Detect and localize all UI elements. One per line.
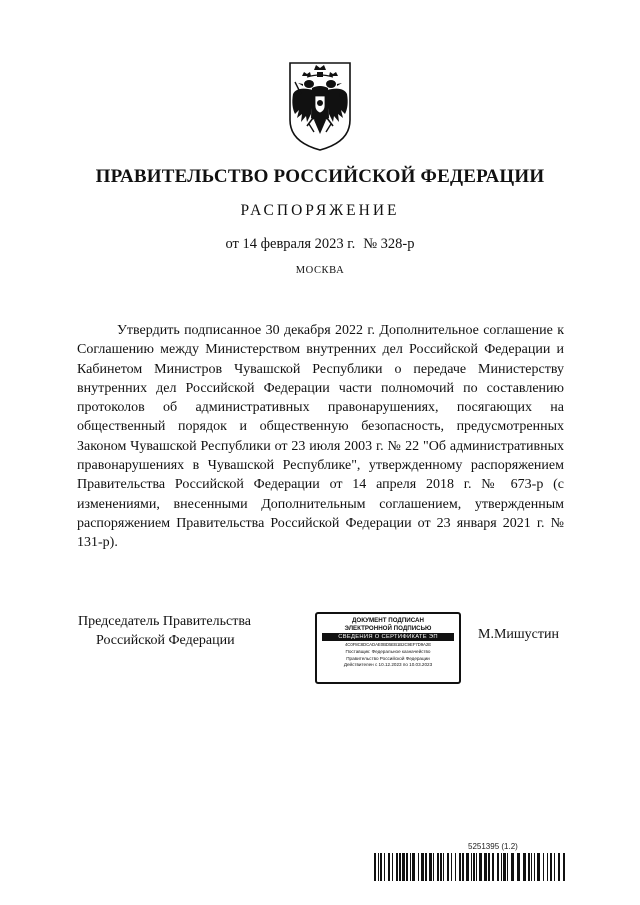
document-barcode [374,842,566,882]
electronic-signature-stamp [315,612,461,684]
signer-position [78,612,298,650]
document-type: РАСПОРЯЖЕНИЕ [240,202,400,219]
signer-position-line1: Председатель Правительства [78,614,251,629]
signer-position-line2: Российской Федерации [96,633,235,648]
stamp-title-line1: ДОКУМЕНТ ПОДПИСАН [352,617,424,624]
date-number-line [0,236,640,253]
document-body [77,321,564,553]
barcode-bars [374,853,566,881]
barcode-number: 5251395 (1.2) [468,842,518,851]
stamp-owner: Правительство Российской Федерации [346,655,430,661]
body-paragraph: Утвердить подписанное 30 декабря 2022 г. Дополнительное соглашение к Соглашению между Министерством внутренних дел Российской Федерации и Кабинетом Министров Чувашской Республики о передаче Министерству внутренних дел Российской Федерации части полномочий по составлению протоколов об административных правонарушениях, посягающих на общественный порядок и общественную безопасность, предусмотренных Законом Чувашской Республики от 23 июля 2003 г. № 22 "Об административных правонарушениях в Чувашской Республике", утвержденному распоряжением Правительства Российской Федерации от 14 апреля 2018 г. № 673-р (с изменениями, внесенными Дополнительным соглашением, утвержденным распоряжением Правительства Российской Федерации от 23 января 2021 г. № 131-р). [77,323,564,551]
government-title: ПРАВИТЕЛЬСТВО РОССИЙСКОЙ ФЕДЕРАЦИИ [95,166,545,187]
stamp-certificate-header: СВЕДЕНИЯ О СЕРТИФИКАТЕ ЭП [322,633,454,641]
city: МОСКВА [295,265,345,276]
coat-of-arms-emblem [287,60,353,152]
document-date: от 14 февраля 2023 г. [225,236,356,252]
stamp-validity: Действителен с 10.12.2023 по 10.03.2023 [343,662,433,668]
stamp-title-line2: ЭЛЕКТРОННОЙ ПОДПИСЬЮ [344,624,432,632]
signer-name: М.Мишустин [478,627,559,642]
stamp-serial: 4C0F8C8DCADAE0BD5EB1B2C9EF7D9A2E [344,642,432,647]
stamp-issuer: Поставщик: Федеральное казначейство [345,648,431,654]
document-number: № 328-р [363,236,415,252]
